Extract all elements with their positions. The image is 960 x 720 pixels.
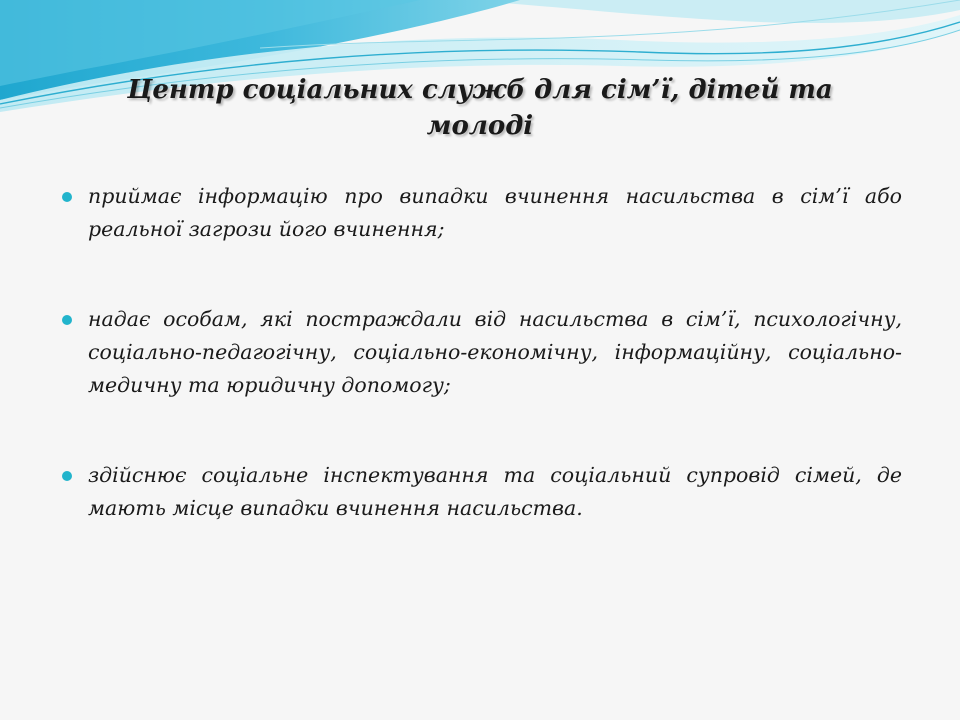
- slide-title: Центр соціальних служб для сім’ї, дітей та молоді: [127, 75, 833, 141]
- list-item: [62, 180, 902, 246]
- filled-circle-bullet-icon: [62, 192, 72, 202]
- bullet-text: здійснює соціальне інспектування та соціальний супровід сімей, де мають місце випадки вчинення насильства.: [88, 463, 902, 520]
- bullet-text: приймає інформацію про випадки вчинення насильства в сім’ї або реальної загрози його вчинення;: [88, 184, 902, 241]
- filled-circle-bullet-icon: [62, 315, 72, 325]
- list-item: [62, 459, 902, 525]
- bullet-text: надає особам, які постраждали від насильства в сім’ї, психологічну, соціально-педагогічну, соціально-економічну, інформаційну, соціально-медичну та юридичну допомогу;: [88, 307, 902, 397]
- filled-circle-bullet-icon: [62, 471, 72, 481]
- bullet-list: [62, 180, 902, 582]
- list-item: [62, 303, 902, 402]
